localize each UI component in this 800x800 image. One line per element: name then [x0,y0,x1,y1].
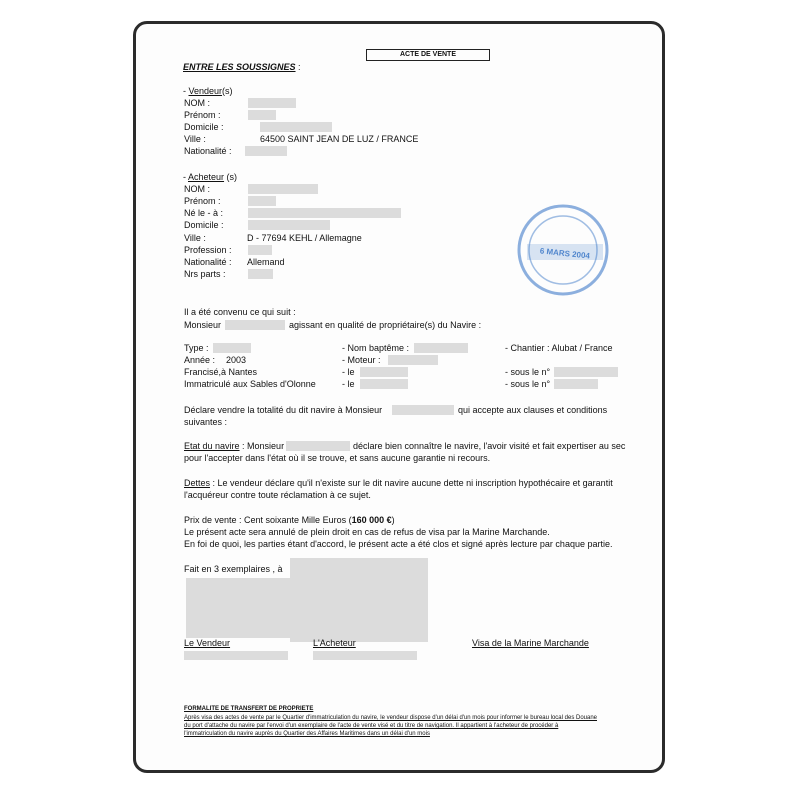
redacted-acheteur-naissance [248,208,401,218]
redacted-vendeur-signature [184,651,288,660]
dettes-text: : Le vendeur déclare qu'il n'existe sur le dit navire aucune dette ni inscription hypothécaire et garantit [210,478,613,488]
redacted-acheteur-declaration [392,405,454,415]
redacted-nom-bapteme [414,343,468,353]
foi-line: En foi de quoi, les parties étant d'accord, le présent acte a été clos et signé après lecture par chaque partie. [184,539,613,549]
vendeur-heading [183,86,233,96]
acheteur-suffix: (s) [224,172,238,182]
vendeur-nom-label: NOM : [184,98,210,108]
dettes-heading: Dettes [184,478,211,488]
redacted-vendeur-prenom [248,110,276,120]
navire-le1-label: - le [342,367,355,377]
redacted-date1 [360,367,408,377]
intro-suffix: : [295,62,301,72]
acheteur-heading [183,172,237,182]
etat-prefix: : Monsieur [239,441,285,451]
redacted-numero1 [554,367,618,377]
etat-heading: Etat du navire [184,441,240,451]
navire-moteur-label: - Moteur : [342,355,381,365]
fait-line: Fait en 3 exemplaires , à [184,564,283,574]
navire-type-label: Type : [184,343,209,353]
redacted-vendeur-nom [248,98,296,108]
signature-acheteur-label: L'Acheteur [313,638,356,648]
prix-line [184,515,395,525]
acheteur-label: Acheteur [188,172,225,182]
redacted-etat-acheteur [286,441,350,451]
vendeur-domicile-label: Domicile : [184,122,224,132]
vendeur-nationalite-label: Nationalité : [184,146,232,156]
navire-annee-label: Année : [184,355,216,365]
vendeur-ville-label: Ville : [184,134,206,144]
acheteur-nationalite-value: Allemand [247,257,285,267]
vendeur-prenom-label: Prénom : [184,110,221,120]
navire-francise: Francisé,à Nantes [184,367,258,377]
etat-suffix: déclare bien connaître le navire, l'avoir visité et fait expertiser au sec [353,441,626,451]
monsieur-prefix: Monsieur [184,320,222,330]
navire-le2-label: - le [342,379,355,389]
formalite-line-3: l'immatriculation du navire auprès du Quartier des Affaires Maritimes dans un délai d'un mois [184,731,430,737]
navire-sous1-label: - sous le n° [505,367,551,377]
redacted-acheteur-nom [248,184,318,194]
redacted-date2 [360,379,408,389]
acheteur-prenom-label: Prénom : [184,196,221,206]
acheteur-nom-label: NOM : [184,184,210,194]
navire-immatricule: Immatriculé aux Sables d'Olonne [184,379,316,389]
redacted-acheteur-parts [248,269,273,279]
signature-visa-label: Visa de la Marine Marchande [472,638,589,648]
redacted-proprietaire [225,320,285,330]
redacted-moteur [388,355,438,365]
declare-suffix: qui accepte aux clauses et conditions [458,405,608,415]
redacted-acheteur-signature [313,651,417,660]
acheteur-parts-label: Nrs parts : [184,269,226,279]
navire-annee-value: 2003 [226,355,247,365]
formalite-line-1: Après visa des actes de vente par le Quartier d'immatriculation du navire, le vendeur dispose d'un délai d'un mois pour informer le bureau local des Douane [184,715,597,721]
signature-vendeur-label: Le Vendeur [184,638,231,648]
redacted-vendeur-domicile [260,122,332,132]
redacted-acheteur-domicile [248,220,330,230]
acheteur-prefix: - [183,172,189,182]
prix-suffix: ) [391,515,395,525]
marine-stamp [515,202,611,298]
redacted-vendeur-nationalite [245,146,287,156]
redacted-acheteur-profession [248,245,272,255]
prix-prefix: Prix de vente : Cent soixante Mille Euros ( [184,515,352,525]
navire-sous2-label: - sous le n° [505,379,551,389]
formalite-line-2: du port d'attache du navire par l'envoi d'un exemplaire de l'acte de vente visé et du titre de navigation. Il appartient à l'acheteur de procéder à [184,723,559,729]
acheteur-ville-label: Ville : [184,233,206,243]
monsieur-suffix: agissant en qualité de propriétaire(s) du Navire : [289,320,482,330]
redacted-lieu-date [290,558,428,642]
declare-line2: suivantes : [184,417,228,427]
formalite-heading: FORMALITE DE TRANSFERT DE PROPRIETE [184,706,314,712]
acheteur-ville-value: D - 77694 KEHL / Allemagne [247,233,362,243]
declare-prefix: Déclare vendre la totalité du dit navire à Monsieur [184,405,383,415]
acheteur-ne-label: Né le - à : [184,208,224,218]
acheteur-profession-label: Profession : [184,245,232,255]
intro-heading: ENTRE LES SOUSSIGNES [183,62,296,72]
dettes-line2: l'acquéreur contre toute réclamation à ce sujet. [184,490,371,500]
acheteur-nationalite-label: Nationalité : [184,257,232,267]
etat-line2: pour l'accepter dans l'état où il se trouve, et sans aucune garantie ni recours. [184,453,491,463]
redacted-acheteur-prenom [248,196,276,206]
redacted-numero2 [554,379,598,389]
vendeur-ville-value: 64500 SAINT JEAN DE LUZ / FRANCE [260,134,419,144]
convenu-line: Il a été convenu ce qui suit : [184,307,296,317]
acheteur-domicile-label: Domicile : [184,220,224,230]
stamp-date: 6 MARS 2004 [539,246,591,261]
vendeur-label: Vendeur [188,86,223,96]
document-title: ACTE DE VENTE [366,49,490,61]
intro-line [183,62,301,72]
vendeur-prefix: - [183,86,189,96]
navire-chantier: - Chantier : Alubat / France [505,343,613,353]
annule-line: Le présent acte sera annulé de plein droit en cas de refus de visa par la Marine Marchande. [184,527,550,537]
etat-line1 [184,441,284,451]
dettes-line1 [184,478,613,488]
vendeur-suffix: (s) [222,86,233,96]
redacted-navire-type [213,343,251,353]
redacted-signature-block [186,578,290,638]
prix-amount: 160 000 € [351,515,392,525]
navire-nom-bapteme-label: - Nom baptême : [342,343,410,353]
